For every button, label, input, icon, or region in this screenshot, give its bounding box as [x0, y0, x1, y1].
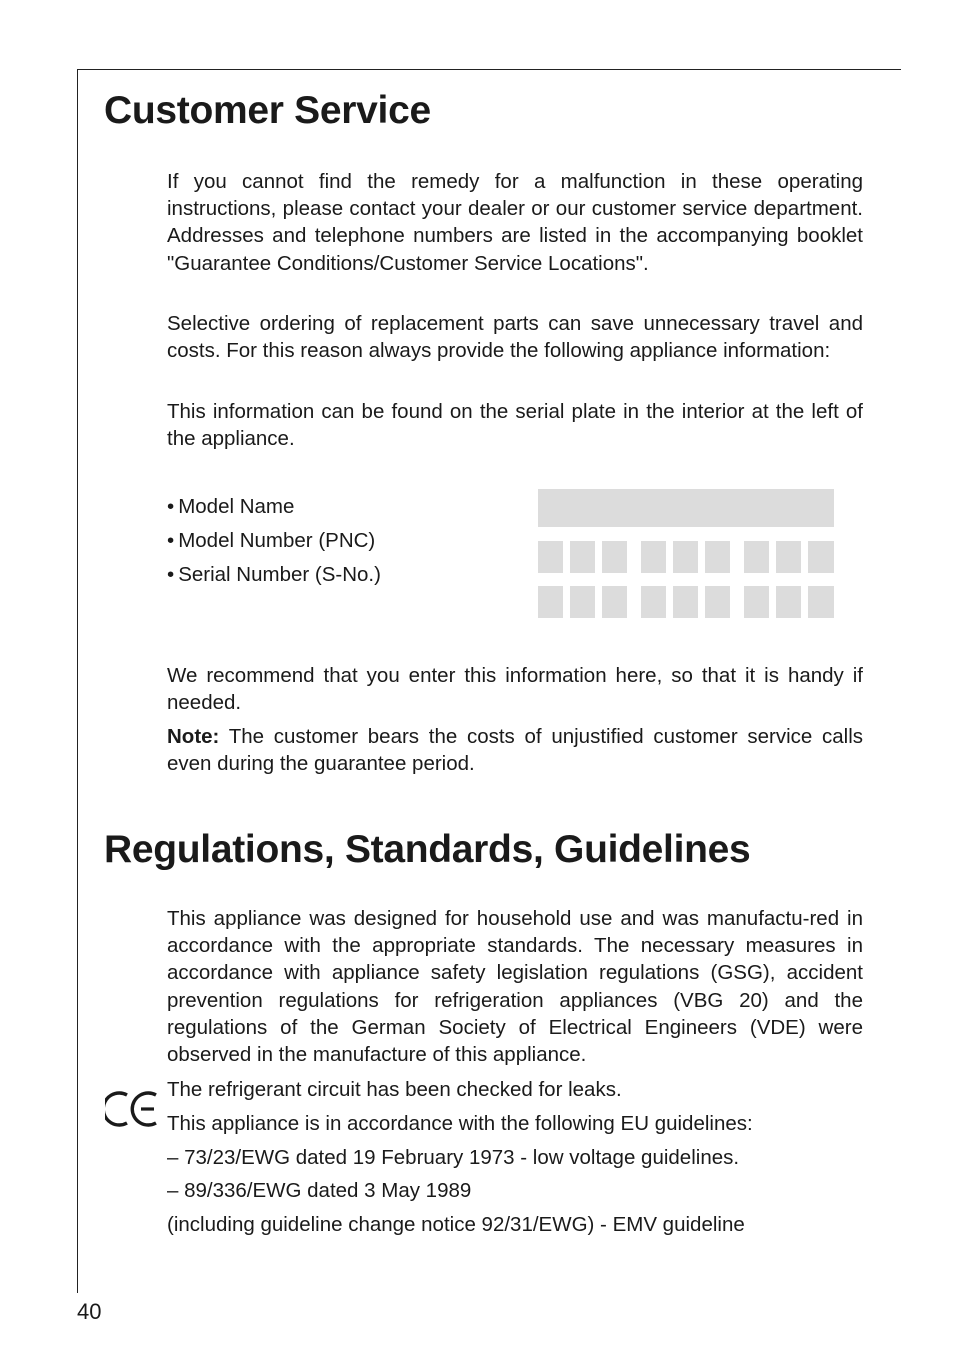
section-title-customer-service: Customer Service: [104, 89, 431, 132]
customer-service-paragraph-2: Selective ordering of replacement parts can save unnecessary travel and costs. For this reason always provide the following appliance information:: [167, 312, 863, 363]
bullet-mark: •: [167, 563, 175, 586]
eu-guidelines-line: This appliance is in accordance with the following EU guidelines:: [167, 1112, 753, 1135]
serial-number-cell[interactable]: [776, 586, 801, 618]
left-border-rule: [77, 69, 78, 1293]
bullet-label: Model Number (PNC): [178, 529, 376, 552]
guideline-low-voltage: – 73/23/EWG dated 19 February 1973 - low voltage guidelines.: [167, 1146, 740, 1169]
bullet-mark: •: [167, 529, 175, 552]
customer-service-paragraph-3: This information can be found on the serial plate in the interior at the left of the appliance.: [167, 400, 863, 451]
guideline-change-notice: (including guideline change notice 92/31/EWG) - EMV guideline: [167, 1213, 745, 1236]
note-label: Note:: [167, 725, 220, 748]
customer-service-paragraph-1: If you cannot find the remedy for a malfunction in these operating instructions, please contact your dealer or our customer service department. Addresses and telephone numbers are listed in the accompanying booklet "Guarantee Conditions/Customer Service Locations".: [167, 170, 863, 275]
bullet-model-name: [167, 493, 294, 520]
section-title-regulations: Regulations, Standards, Guidelines: [104, 828, 751, 871]
guideline-emc: – 89/336/EWG dated 3 May 1989: [167, 1179, 472, 1202]
serial-number-cell[interactable]: [641, 586, 666, 618]
model-number-cell[interactable]: [705, 541, 730, 573]
model-number-cell[interactable]: [641, 541, 666, 573]
note-text: The customer bears the costs of unjustified customer service calls even during the guarantee period.: [167, 725, 863, 776]
serial-number-cell[interactable]: [705, 586, 730, 618]
model-number-cell[interactable]: [570, 541, 595, 573]
page-number: 40: [77, 1299, 102, 1324]
serial-number-cell[interactable]: [538, 586, 563, 618]
bullet-model-number: [167, 527, 375, 554]
model-number-cell[interactable]: [808, 541, 834, 573]
serial-number-cell[interactable]: [602, 586, 627, 618]
bullet-label: Serial Number (S-No.): [178, 563, 381, 586]
bullet-mark: •: [167, 495, 175, 518]
leak-check-line: The refrigerant circuit has been checked for leaks.: [167, 1078, 622, 1101]
note-paragraph: [167, 723, 863, 777]
serial-number-cell[interactable]: [744, 586, 769, 618]
model-number-cell[interactable]: [673, 541, 698, 573]
model-number-cell[interactable]: [776, 541, 801, 573]
serial-number-cell[interactable]: [808, 586, 834, 618]
top-border-rule: [77, 69, 901, 70]
model-number-cell[interactable]: [602, 541, 627, 573]
model-name-entry-field[interactable]: [538, 489, 834, 527]
bullet-serial-number: [167, 561, 381, 588]
recommendation-paragraph: We recommend that you enter this information here, so that it is handy if needed.: [167, 664, 863, 715]
serial-number-cell[interactable]: [673, 586, 698, 618]
ce-mark-icon: [105, 1089, 159, 1129]
serial-number-cell[interactable]: [570, 586, 595, 618]
model-number-cell[interactable]: [538, 541, 563, 573]
model-number-cell[interactable]: [744, 541, 769, 573]
bullet-label: Model Name: [178, 495, 295, 518]
regulations-paragraph: This appliance was designed for household use and was manufactu-red in accordance with the appropriate standards. The necessary measures in accordance with appliance safety legislation regulations (GSG), accident prevention regulations for refrigeration appliances (VBG 20) and the regulations of the German Society of Electrical Engineers (VDE) were observed in the manufacture of this appliance.: [167, 907, 863, 1067]
